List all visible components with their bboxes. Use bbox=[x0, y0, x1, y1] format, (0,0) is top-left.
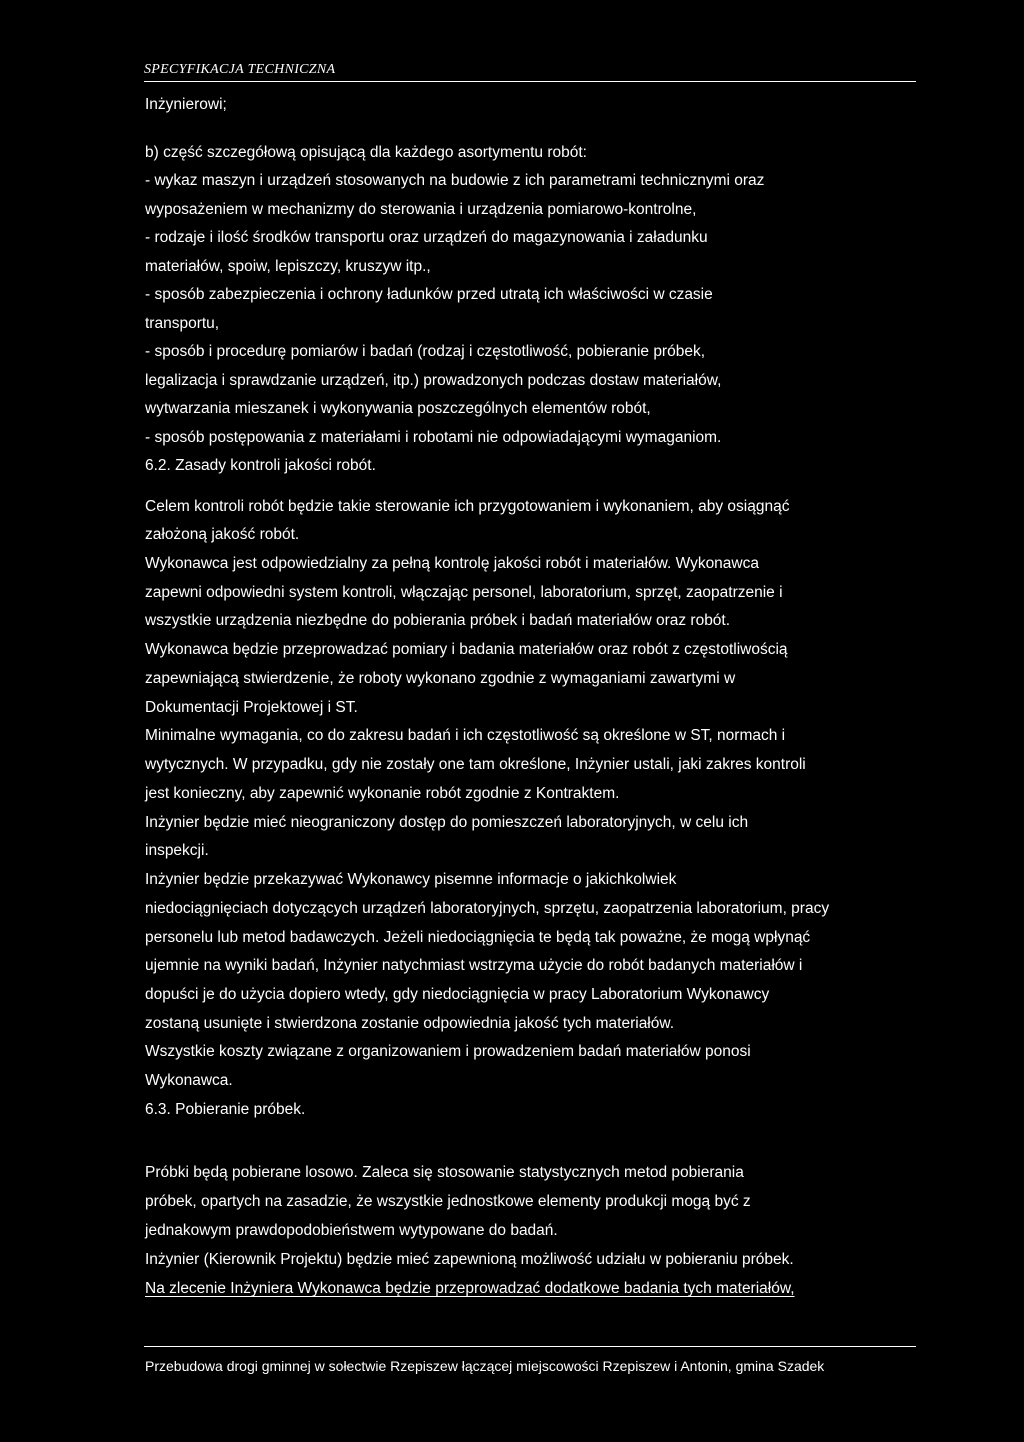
text-line: inspekcji. bbox=[145, 842, 209, 859]
page-header: SPECYFIKACJA TECHNICZNA bbox=[144, 62, 336, 77]
text-line: jest konieczny, aby zapewnić wykonanie robót zgodnie z Kontraktem. bbox=[145, 785, 620, 802]
text-line: Celem kontroli robót będzie takie sterowanie ich przygotowaniem i wykonaniem, aby osiągnąć bbox=[145, 498, 790, 515]
text-line: próbek, opartych na zasadzie, że wszystkie jednostkowe elementy produkcji mogą być z bbox=[145, 1193, 751, 1210]
text-line: wyposażeniem w mechanizmy do sterowania i urządzenia pomiarowo-kontrolne, bbox=[145, 201, 697, 218]
text-line: ujemnie na wyniki badań, Inżynier natychmiast wstrzyma użycie do robót badanych materiałów i bbox=[145, 957, 803, 974]
text-line: b) część szczegółową opisującą dla każdego asortymentu robót: bbox=[145, 144, 587, 161]
text-line: materiałów, spoiw, lepiszczy, kruszyw itp., bbox=[145, 258, 431, 275]
text-line: wszystkie urządzenia niezbędne do pobierania próbek i badań materiałów oraz robót. bbox=[145, 612, 731, 629]
text-line: - sposób zabezpieczenia i ochrony ładunków przed utratą ich właściwości w czasie bbox=[145, 286, 713, 303]
text-line: Inżynierowi; bbox=[145, 96, 227, 113]
text-line: - sposób i procedurę pomiarów i badań (rodzaj i częstotliwość, pobieranie próbek, bbox=[145, 343, 706, 360]
text-line: dopuści je do użycia dopiero wtedy, gdy niedociągnięcia w pracy Laboratorium Wykonawcy bbox=[145, 986, 770, 1003]
text-line: wytycznych. W przypadku, gdy nie zostały one tam określone, Inżynier ustali, jaki zakres kontroli bbox=[145, 756, 806, 773]
text-line: personelu lub metod badawczych. Jeżeli niedociągnięcia te będą tak poważne, że mogą wpłynąć bbox=[145, 929, 811, 946]
text-line: Dokumentacji Projektowej i ST. bbox=[145, 699, 358, 716]
text-line: niedociągnięciach dotyczących urządzeń laboratoryjnych, sprzętu, zaopatrzenia laboratorium, pracy bbox=[145, 900, 830, 917]
text-line: zapewniającą stwierdzenie, że roboty wykonano zgodnie z wymaganiami zawartymi w bbox=[145, 670, 736, 687]
text-line: - rodzaje i ilość środków transportu oraz urządzeń do magazynowania i załadunku bbox=[145, 229, 708, 246]
text-line: Inżynier będzie przekazywać Wykonawcy pisemne informacje o jakichkolwiek bbox=[145, 871, 677, 888]
text-line: Inżynier (Kierownik Projektu) będzie mieć zapewnioną możliwość udziału w pobieraniu próbek. bbox=[145, 1251, 794, 1268]
text-line: założoną jakość robót. bbox=[145, 526, 300, 543]
text-line: wytwarzania mieszanek i wykonywania poszczególnych elementów robót, bbox=[145, 400, 651, 417]
section-heading: 6.2. Zasady kontroli jakości robót. bbox=[145, 457, 376, 474]
text-line: Wykonawca jest odpowiedzialny za pełną kontrolę jakości robót i materiałów. Wykonawca bbox=[145, 555, 759, 572]
text-line: Próbki będą pobierane losowo. Zaleca się stosowanie statystycznych metod pobierania bbox=[145, 1164, 744, 1181]
text-line: Inżynier będzie mieć nieograniczony dostęp do pomieszczeń laboratoryjnych, w celu ich bbox=[145, 814, 749, 831]
text-line: Wszystkie koszty związane z organizowaniem i prowadzeniem badań materiałów ponosi bbox=[145, 1043, 751, 1060]
text-line: transportu, bbox=[145, 315, 220, 332]
section-heading: 6.3. Pobieranie próbek. bbox=[145, 1101, 306, 1118]
text-line: zostaną usunięte i stwierdzona zostanie odpowiednia jakość tych materiałów. bbox=[145, 1015, 675, 1032]
text-line: zapewni odpowiedni system kontroli, włączając personel, laboratorium, sprzęt, zaopatrzenie i bbox=[145, 584, 783, 601]
text-line: - wykaz maszyn i urządzeń stosowanych na budowie z ich parametrami technicznymi oraz bbox=[145, 172, 765, 189]
header-divider bbox=[144, 81, 916, 82]
text-line: Wykonawca. bbox=[145, 1072, 233, 1089]
text-line: Minimalne wymagania, co do zakresu badań i ich częstotliwość są określone w ST, normach i bbox=[145, 727, 786, 744]
text-line: jednakowym prawdopodobieństwem wytypowane do badań. bbox=[145, 1222, 558, 1239]
text-line: legalizacja i sprawdzanie urządzeń, itp.) prowadzonych podczas dostaw materiałów, bbox=[145, 372, 722, 389]
text-line: Wykonawca będzie przeprowadzać pomiary i badania materiałów oraz robót z częstotliwością bbox=[145, 641, 788, 658]
text-line: Na zlecenie Inżyniera Wykonawca będzie przeprowadzać dodatkowe badania tych materiałów, bbox=[145, 1280, 795, 1297]
footer-divider bbox=[144, 1346, 916, 1347]
page-footer: Przebudowa drogi gminnej w sołectwie Rzepiszew łączącej miejscowości Rzepiszew i Antonin, gmina Szadek bbox=[145, 1358, 825, 1374]
text-line: - sposób postępowania z materiałami i robotami nie odpowiadającymi wymaganiom. bbox=[145, 429, 722, 446]
